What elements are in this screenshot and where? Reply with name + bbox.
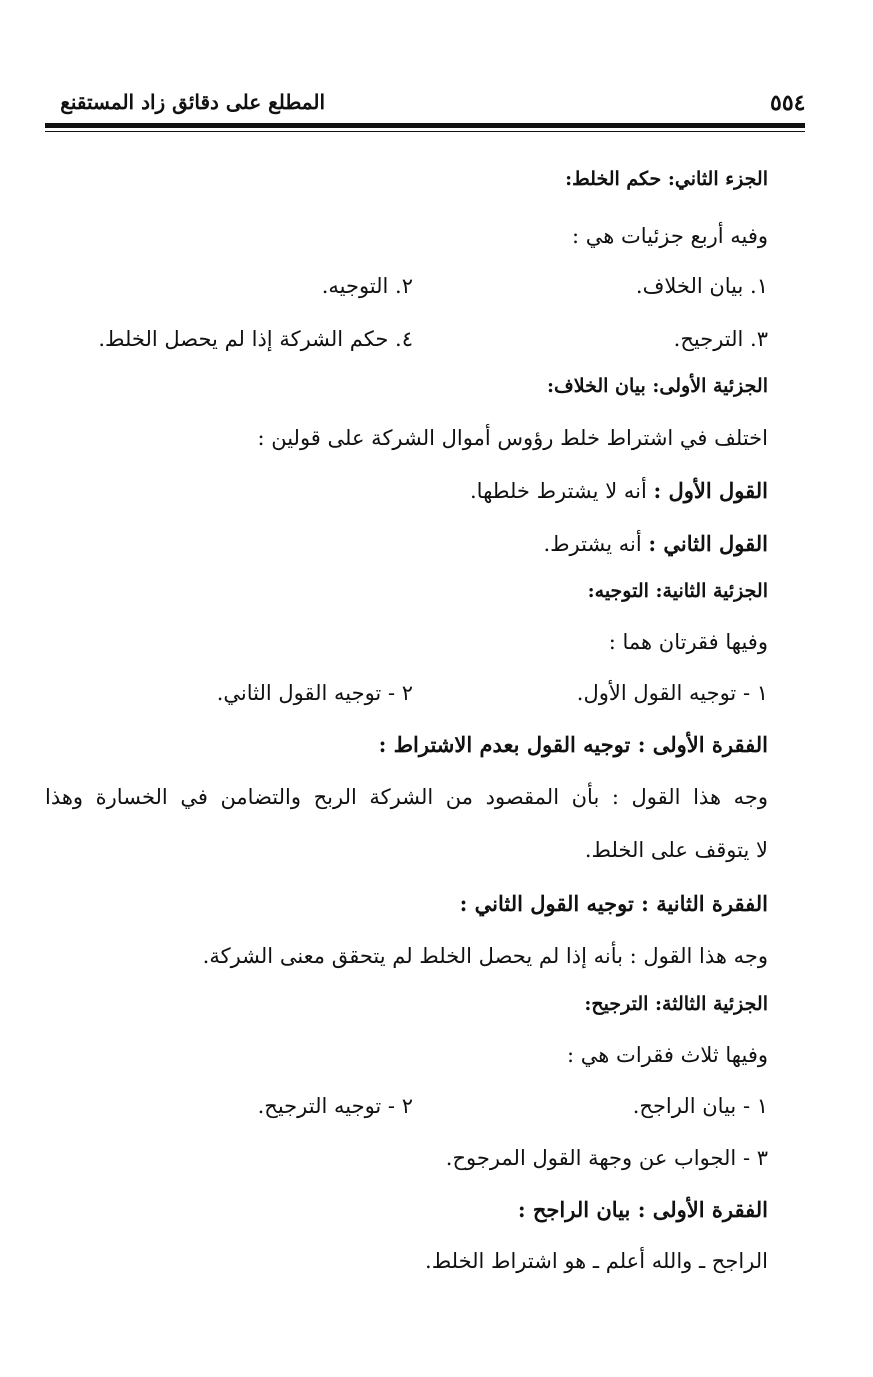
opinion-line xyxy=(543,533,768,555)
paragraph-line: اختلف في اشتراط خلط رؤوس أموال الشركة على قولين : xyxy=(257,426,768,450)
paragraph-line: الراجح ـ والله أعلم ـ هو اشتراط الخلط. xyxy=(425,1249,768,1273)
opinion-label: القول الأول : xyxy=(653,478,768,503)
header-rule-thin xyxy=(45,131,805,132)
page-number: ٥٥٤ xyxy=(770,90,806,116)
paragraph-line: وفيها فقرتان هما : xyxy=(608,630,768,654)
paragraph-heading: الفقرة الثانية : توجيه القول الثاني : xyxy=(459,891,768,916)
paragraph-line: وجه هذا القول : بأنه إذا لم يحصل الخلط لم يتحقق معنى الشركة. xyxy=(202,944,768,968)
paragraph-line: لا يتوقف على الخلط. xyxy=(584,838,768,862)
section-heading: الجزء الثاني: حكم الخلط: xyxy=(565,168,768,190)
opinion-label: القول الثاني : xyxy=(648,531,768,556)
list-item: ٤. حكم الشركة إذا لم يحصل الخلط. xyxy=(98,327,413,351)
list-item: ١. بيان الخلاف. xyxy=(635,274,768,298)
list-item: ١ - بيان الراجح. xyxy=(632,1094,768,1118)
list-item: ٣ - الجواب عن وجهة القول المرجوح. xyxy=(445,1146,768,1170)
list-item: ٢ - توجيه القول الثاني. xyxy=(216,681,413,705)
running-header-title: المطلع على دقائق زاد المستقنع xyxy=(60,90,325,114)
subsection-heading: الجزئية الثانية: التوجيه: xyxy=(587,580,768,602)
paragraph-line: وجه هذا القول : بأن المقصود من الشركة الربح والتضامن في الخسارة وهذا xyxy=(45,785,768,809)
list-item: ٢. التوجيه. xyxy=(321,274,413,298)
opinion-line xyxy=(470,480,768,502)
list-item: ٢ - توجيه الترجيح. xyxy=(257,1094,413,1118)
opinion-text: أنه يشترط. xyxy=(543,532,649,556)
subsection-heading: الجزئية الأولى: بيان الخلاف: xyxy=(547,375,768,397)
paragraph-line: وفيها ثلاث فقرات هي : xyxy=(567,1043,768,1067)
list-item: ١ - توجيه القول الأول. xyxy=(576,681,768,705)
paragraph-heading: الفقرة الأولى : توجيه القول بعدم الاشتراط : xyxy=(378,732,768,757)
paragraph-heading: الفقرة الأولى : بيان الراجح : xyxy=(517,1197,768,1222)
header-rule-thick xyxy=(45,123,805,128)
opinion-text: أنه لا يشترط خلطها. xyxy=(470,479,654,503)
subsection-heading: الجزئية الثالثة: الترجيح: xyxy=(584,993,768,1015)
paragraph-line: وفيه أربع جزئيات هي : xyxy=(571,224,768,248)
list-item: ٣. الترجيح. xyxy=(673,327,768,351)
